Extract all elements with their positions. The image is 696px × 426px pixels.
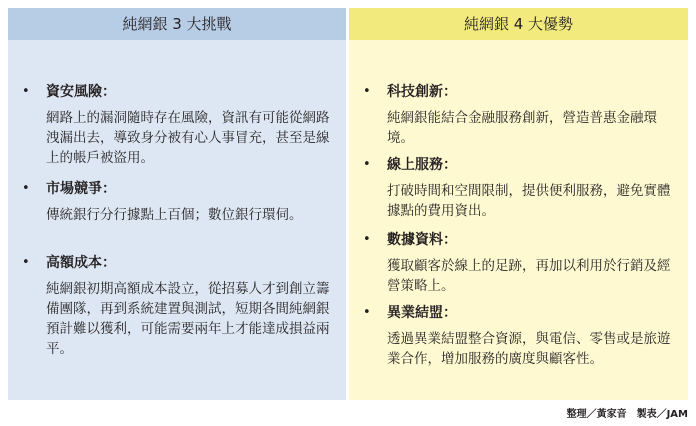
advantages-panel <box>349 8 688 400</box>
bullet: • <box>363 232 371 247</box>
item-description: 網路上的漏洞隨時存在風險，資訊有可能從網路洩漏出去，導致身分被有心人事冒充，甚至是線上的帳戶被盜用。 <box>46 110 330 166</box>
item-description: 傳統銀行分行據點上百個；數位銀行環伺。 <box>46 207 303 223</box>
item-title: 市場競爭： <box>46 181 116 197</box>
item-description: 純網銀能結合金融服務創新，營造普惠金融環境。 <box>387 110 657 146</box>
item-title: 數據資料： <box>387 232 457 248</box>
bullet: • <box>22 181 30 196</box>
item-description: 純網銀初期高額成本設立，從招募人才到創立籌備團隊，再到系統建置與測試，短期各間純網銀預計難以獲利，可能需要兩年上才能達成損益兩平。 <box>46 281 330 357</box>
item-description: 打破時間和空間限制，提供便利服務，避免實體據點的費用資出。 <box>387 183 671 219</box>
bullet: • <box>363 157 371 172</box>
item-description: 透過異業結盟整合資源，與電信、零售或是旅遊業合作，增加服務的廣度與顧客性。 <box>387 331 671 367</box>
advantages-title: 純網銀 4 大優勢 <box>349 8 688 40</box>
bullet: • <box>22 255 30 270</box>
bullet: • <box>363 305 371 320</box>
bullet: • <box>22 84 30 99</box>
item-title: 資安風險： <box>46 84 116 100</box>
credit-line: 整理／黃家音 製表／JAM <box>566 409 688 420</box>
challenges-title: 純網銀 3 大挑戰 <box>8 8 346 40</box>
item-title: 異業結盟： <box>387 305 457 321</box>
bullet: • <box>363 84 371 99</box>
item-title: 高額成本： <box>46 255 116 271</box>
item-description: 獲取顧客於線上的足跡，再加以利用於行銷及經營策略上。 <box>387 258 671 294</box>
item-title: 線上服務： <box>387 157 457 173</box>
item-title: 科技創新： <box>387 84 457 100</box>
challenges-panel <box>8 8 346 400</box>
